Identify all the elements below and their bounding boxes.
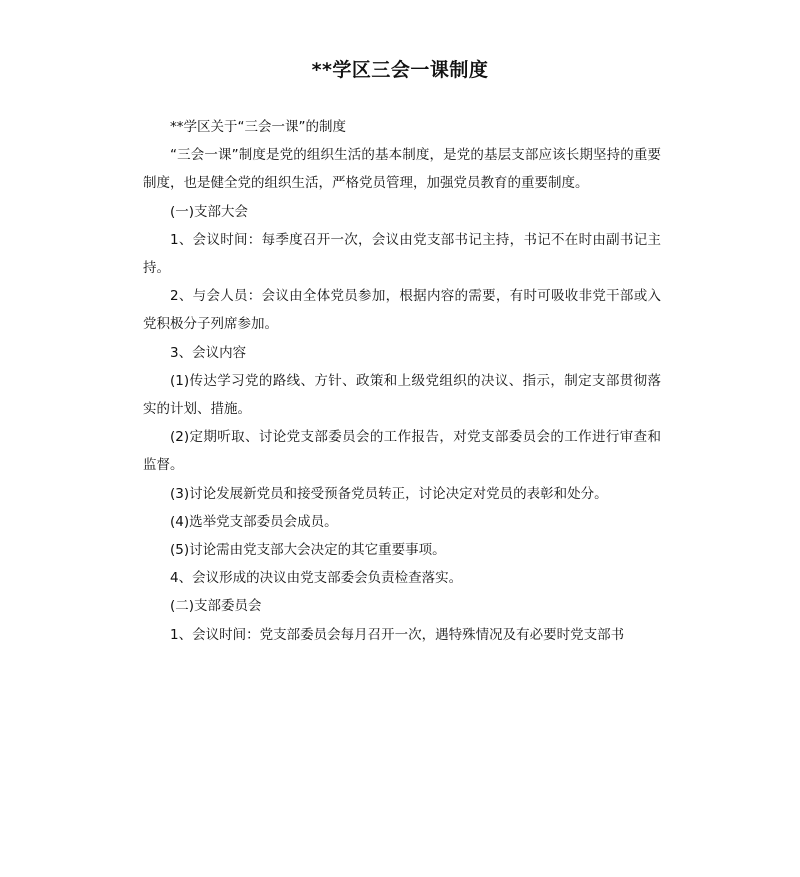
paragraph-item: 1、会议时间：党支部委员会每月召开一次，遇特殊情况及有必要时党支部书 xyxy=(170,626,625,643)
paragraph-item: 3、会议内容 xyxy=(170,344,247,361)
paragraph-item: 4、会议形成的决议由党支部委会负责检查落实。 xyxy=(170,570,463,587)
document-body xyxy=(143,113,661,649)
paragraph-subitem: (3)讨论发展新党员和接受预备党员转正，讨论决定对党员的表彰和处分。 xyxy=(170,485,608,502)
paragraph-subitem: (5)讨论需由党支部大会决定的其它重要事项。 xyxy=(170,542,446,559)
section-heading-branch-committee: (二)支部委员会 xyxy=(170,598,262,615)
paragraph-item: 2、与会人员：会议由全体党员参加，根据内容的需要，有时可吸收非党干部或入党积极分子列席参加。 xyxy=(143,288,661,333)
paragraph-subitem: (4)选举党支部委员会成员。 xyxy=(170,513,338,530)
paragraph-subitem: (1)传达学习党的路线、方针、政策和上级党组织的决议、指示，制定支部贯彻落实的计划、措施。 xyxy=(143,372,661,418)
paragraph-heading: **学区关于“三会一课”的制度 xyxy=(170,119,346,135)
paragraph-intro: “三会一课”制度是党的组织生活的基本制度，是党的基层支部应该长期坚持的重要制度，也是健全党的组织生活，严格党员管理，加强党员教育的重要制度。 xyxy=(143,147,661,192)
section-heading-branch-meeting: (一)支部大会 xyxy=(170,203,249,220)
paragraph-subitem: (2)定期听取、讨论党支部委员会的工作报告，对党支部委员会的工作进行审查和监督。 xyxy=(143,429,661,474)
document-title: **学区三会一课制度 xyxy=(311,59,489,81)
paragraph-item: 1、会议时间：每季度召开一次，会议由党支部书记主持，书记不在时由副书记主持。 xyxy=(143,231,661,277)
